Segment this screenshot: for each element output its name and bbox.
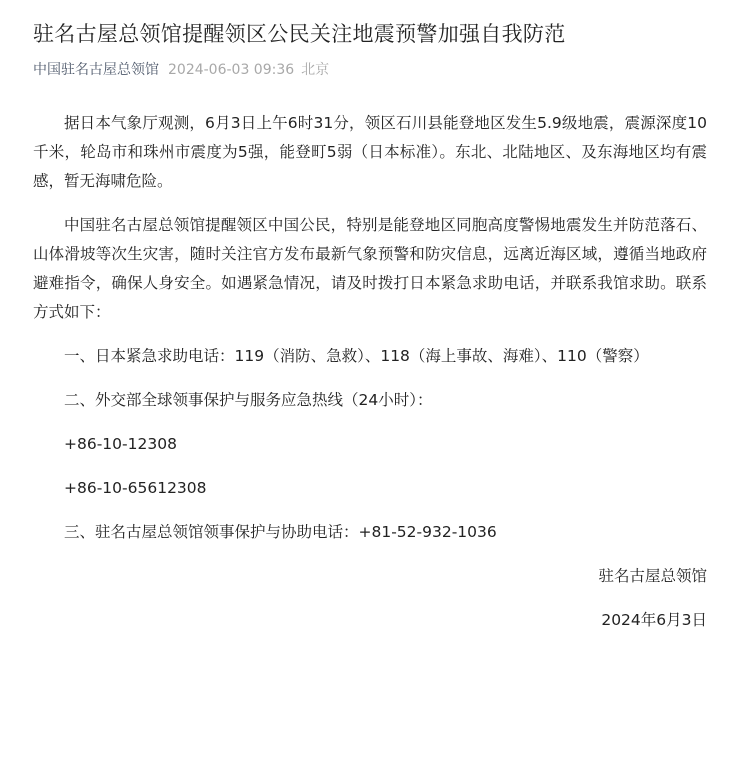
- signature-date: 2024年6月3日: [601, 611, 707, 629]
- contact-japan-emergency: 一、日本紧急求助电话：119（消防、急救）、118（海上事故、海难）、110（警察）: [64, 347, 649, 365]
- contact-mfa-hotline: 二、外交部全球领事保护与服务应急热线（24小时）：: [64, 391, 433, 409]
- contact-consulate-phone: 三、驻名古屋总领馆领事保护与协助电话：+81-52-932-1036: [64, 523, 497, 541]
- article-body: [33, 109, 707, 635]
- publish-location: 北京: [301, 62, 330, 78]
- publish-datetime: 2024-06-03 09:36: [168, 62, 295, 78]
- phone-number-12308: +86-10-12308: [64, 435, 177, 453]
- paragraph-safety-reminder: 中国驻名古屋总领馆提醒领区中国公民，特别是能登地区同胞高度警惕地震发生并防范落石、山体滑坡等次生灾害，随时关注官方发布最新气象预警和防灾信息，远离近海区域，遵循当地政府避难指令，确保人身安全。如遇紧急情况，请及时拨打日本紧急求助电话，并联系我馆求助。联系方式如下：: [33, 216, 707, 321]
- article-title: 驻名古屋总领馆提醒领区公民关注地震预警加强自我防范: [33, 22, 566, 46]
- signature: 驻名古屋总领馆: [598, 567, 707, 585]
- source-link[interactable]: 中国驻名古屋总领馆: [33, 62, 159, 78]
- paragraph-earthquake-report: 据日本气象厅观测，6月3日上午6时31分，领区石川县能登地区发生5.9级地震，震源深度10千米，轮岛市和珠州市震度为5强，能登町5弱（日本标准）。东北、北陆地区、及东海地区均有震感，暂无海啸危险。: [33, 114, 707, 190]
- article-meta: [33, 60, 707, 80]
- phone-number-65612308: +86-10-65612308: [64, 479, 207, 497]
